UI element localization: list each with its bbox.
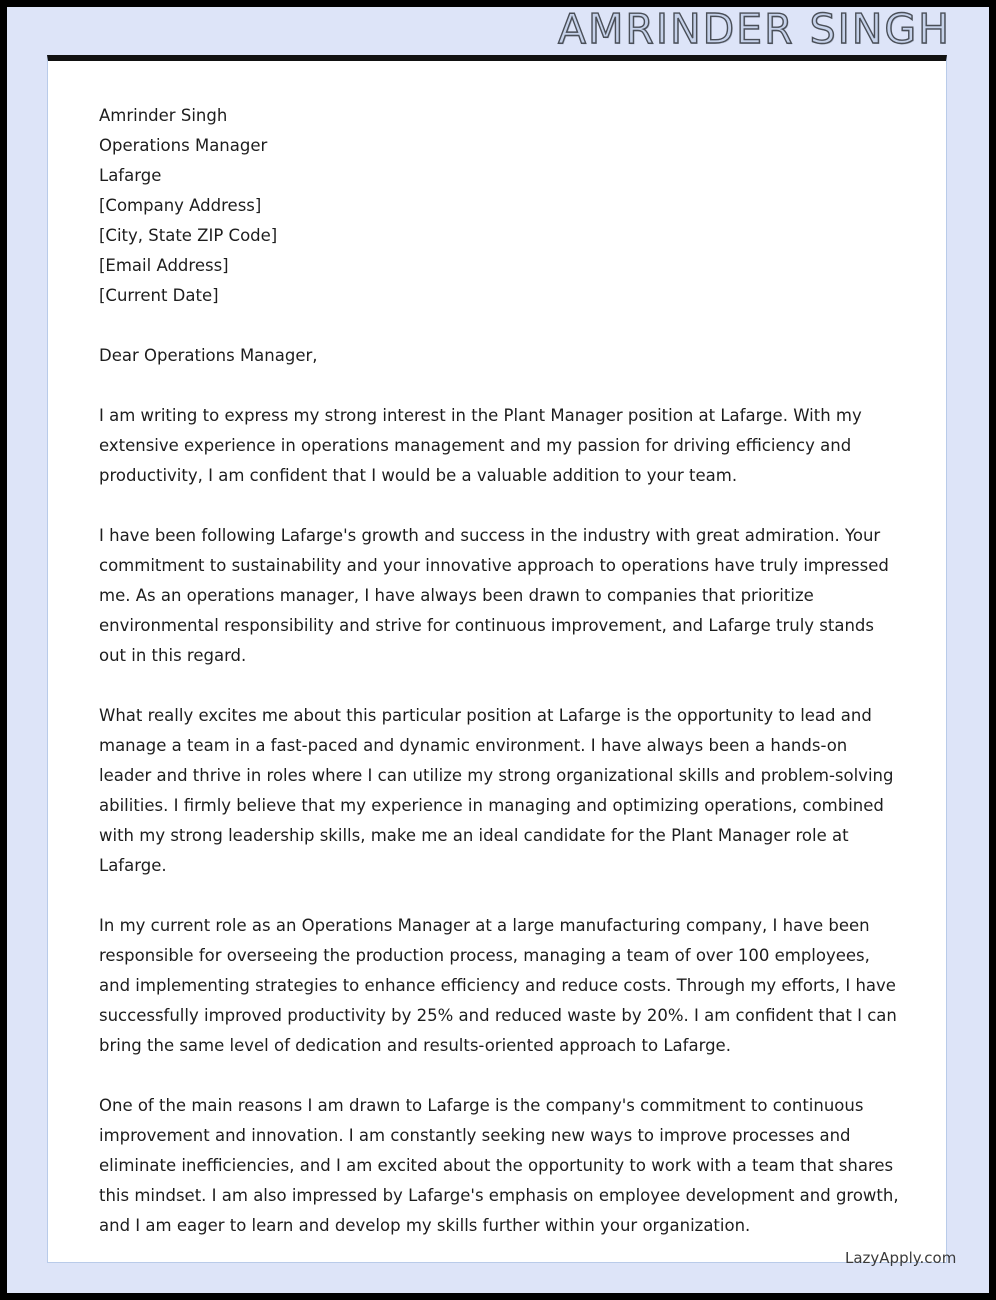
sender-line: [Company Address] xyxy=(99,196,262,215)
watermark-label: LazyApply.com xyxy=(845,1249,957,1267)
sender-line: [Email Address] xyxy=(99,256,229,275)
letter-paragraph: In my current role as an Operations Manager at a large manufacturing company, I have been responsible for overseeing the production process, managing a team of over 100 employees, and implementing strategies to enhance efficiency and reduce costs. Through my efforts, I have successfully improved productivity by 25% and reduced waste by 20%. I am confident that I can bring the same level of dedication and results-oriented approach to Lafarge. xyxy=(99,916,897,1055)
sender-address-block xyxy=(99,101,900,311)
letter-paragraph: I am writing to express my strong interest in the Plant Manager position at Lafarge. With my extensive experience in operations management and my passion for driving efficiency and productivity, I am confident that I would be a valuable addition to your team. xyxy=(99,406,862,485)
letter-paragraph: What really excites me about this particular position at Lafarge is the opportunity to lead and manage a team in a fast-paced and dynamic environment. I have always been a hands-on leader and thrive in roles where I can utilize my strong organizational skills and problem-solving abilities. I firmly believe that my experience in managing and optimizing operations, combined with my strong leadership skills, make me an ideal candidate for the Plant Manager role at Lafarge. xyxy=(99,706,894,875)
document-canvas xyxy=(7,7,989,1293)
document-header xyxy=(7,7,989,55)
cover-letter-body xyxy=(47,61,947,1241)
page-title: AMRINDER SINGH xyxy=(557,7,951,53)
letter-paragraph: One of the main reasons I am drawn to Lafarge is the company's commitment to continuous improvement and innovation. I am constantly seeking new ways to improve processes and eliminate inefficiencies, and I am excited about the opportunity to work with a team that shares this mindset. I am also impressed by Lafarge's emphasis on employee development and growth, and I am eager to learn and develop my skills further within your organization. xyxy=(99,1096,899,1235)
sender-line: [Current Date] xyxy=(99,286,219,305)
letter-paragraph: I have been following Lafarge's growth and success in the industry with great admiration. Your commitment to sustainability and your innovative approach to operations have truly impressed me. As an operations manager, I have always been drawn to companies that prioritize environmental responsibility and strive for continuous improvement, and Lafarge truly stands out in this regard. xyxy=(99,526,889,665)
sender-line: [City, State ZIP Code] xyxy=(99,226,278,245)
salutation: Dear Operations Manager, xyxy=(99,346,318,365)
sender-line: Amrinder Singh xyxy=(99,106,228,125)
sender-line: Operations Manager xyxy=(99,136,268,155)
sender-line: Lafarge xyxy=(99,166,162,185)
